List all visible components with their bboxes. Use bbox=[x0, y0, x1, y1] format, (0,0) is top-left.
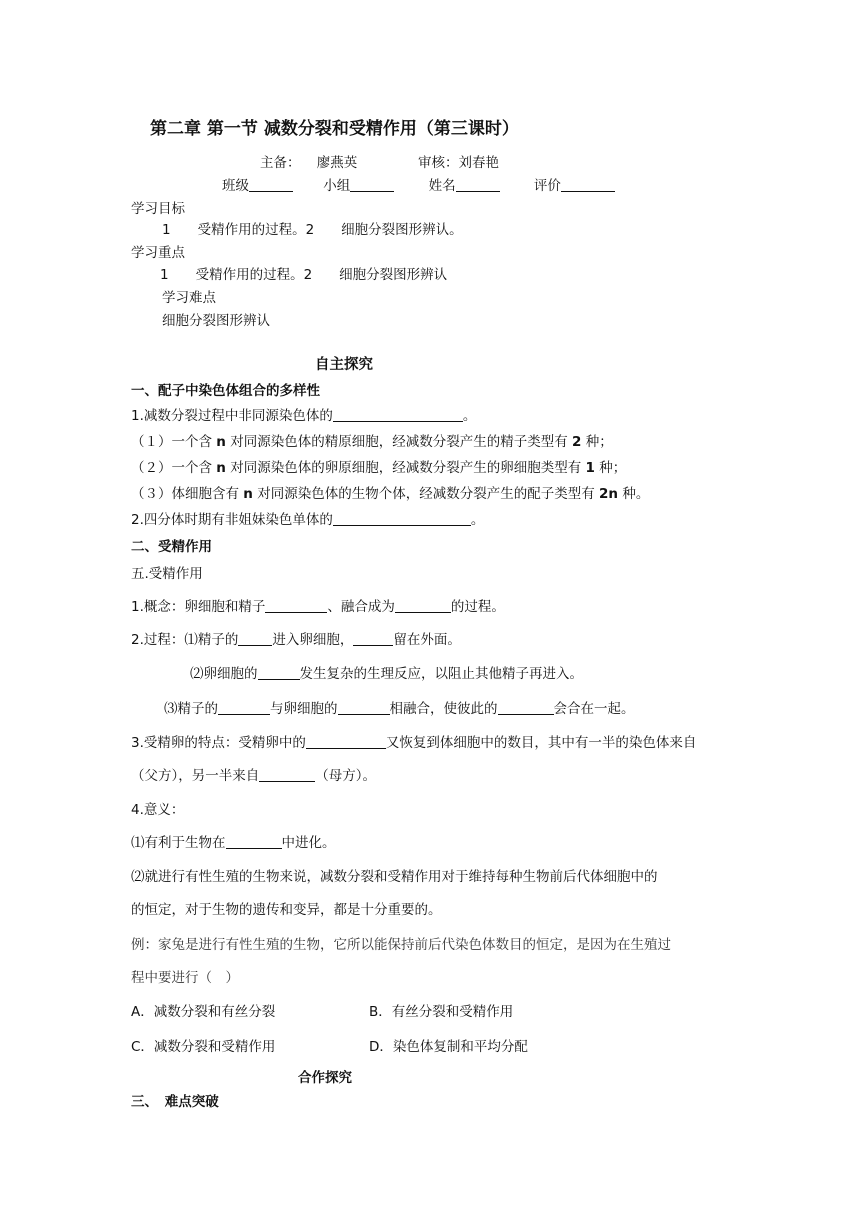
page-title: 第二章 第一节 减数分裂和受精作用（第三课时） bbox=[150, 119, 519, 139]
text: 。 bbox=[470, 512, 485, 528]
zygote-line2 bbox=[131, 766, 376, 786]
difficult-item: 细胞分裂图形辨认 bbox=[162, 313, 270, 329]
blank-field[interactable] bbox=[265, 598, 327, 613]
text: 进入卵细胞， bbox=[272, 632, 354, 648]
text: 1.减数分裂过程中非同源染色体的 bbox=[131, 408, 333, 424]
text: 、融合成为 bbox=[327, 599, 395, 615]
text: 种； bbox=[594, 460, 627, 476]
text: 3.受精卵的特点：受精卵中的 bbox=[131, 735, 306, 751]
part1-line1 bbox=[131, 406, 476, 426]
chief-editor: 廖燕英 bbox=[316, 155, 358, 171]
blank-field[interactable] bbox=[258, 665, 300, 680]
text: 对同源染色体的精原细胞，经减数分裂产生的精子类型有 bbox=[225, 434, 573, 450]
group-blank[interactable] bbox=[350, 177, 394, 192]
text: 2.四分体时期有非姐妹染色单体的 bbox=[131, 512, 333, 528]
meaning-heading: 4.意义： bbox=[131, 802, 185, 818]
blank-field[interactable] bbox=[333, 407, 463, 422]
example-question-line1: 例：家兔是进行有性生殖的生物，它所以能保持前后代染色体数目的恒定，是因为在生殖过 bbox=[131, 937, 671, 953]
example-question-line2: 程中要进行（ ） bbox=[131, 970, 239, 986]
process-line1 bbox=[131, 630, 461, 650]
blank-field[interactable] bbox=[395, 598, 451, 613]
text: ⑶精子的 bbox=[164, 701, 218, 717]
chief-label: 主备： bbox=[260, 155, 301, 171]
text: 与卵细胞的 bbox=[270, 701, 338, 717]
key-item: 1 受精作用的过程。2 细胞分裂图形辨认 bbox=[160, 267, 448, 283]
zygote-line1 bbox=[131, 733, 696, 753]
blank-field[interactable] bbox=[226, 834, 282, 849]
text: （母方）。 bbox=[315, 768, 376, 784]
text: 又恢复到体细胞中的数目，其中有一半的染色体来自 bbox=[385, 735, 697, 751]
eval-label: 评价 bbox=[533, 178, 561, 194]
info-line bbox=[222, 176, 615, 196]
part2-heading: 二、受精作用 bbox=[131, 539, 212, 555]
text: 中进化。 bbox=[281, 835, 336, 851]
blank-field[interactable] bbox=[238, 631, 272, 646]
goals-item: 1 受精作用的过程。2 细胞分裂图形辨认。 bbox=[162, 222, 463, 238]
text: 发生复杂的生理反应，以阻止其他精子再进入。 bbox=[299, 666, 583, 682]
text: ⑵卵细胞的 bbox=[190, 666, 258, 682]
blank-field[interactable] bbox=[353, 631, 393, 646]
text: 1.概念：卵细胞和精子 bbox=[131, 599, 266, 615]
self-explore-heading: 自主探究 bbox=[315, 357, 373, 373]
chief-editor-line bbox=[260, 153, 357, 173]
bold-n: n bbox=[243, 486, 253, 502]
goals-heading: 学习目标 bbox=[131, 201, 185, 217]
part2-subheading: 五.受精作用 bbox=[131, 566, 203, 582]
blank-field[interactable] bbox=[338, 700, 390, 715]
text: （父方），另一半来自 bbox=[131, 768, 260, 784]
text: ⑴有利于生物在 bbox=[131, 835, 226, 851]
blank-field[interactable] bbox=[333, 511, 471, 526]
part1-heading: 一、配子中染色体组合的多样性 bbox=[131, 383, 320, 399]
text: （３）体细胞含有 bbox=[131, 486, 244, 502]
process-line2 bbox=[190, 664, 583, 684]
text: 留在外面。 bbox=[393, 632, 461, 648]
class-label: 班级 bbox=[222, 178, 249, 194]
blank-field[interactable] bbox=[306, 734, 386, 749]
text: 相融合，使彼此的 bbox=[389, 701, 498, 717]
part3-heading: 三、 难点突破 bbox=[131, 1094, 219, 1110]
text: 种； bbox=[581, 434, 613, 450]
bold-count: 2n bbox=[599, 486, 619, 502]
meaning-line1 bbox=[131, 833, 336, 853]
text: 对同源染色体的生物个体，经减数分裂产生的配子类型有 bbox=[252, 486, 600, 502]
text: （２）一个含 bbox=[131, 460, 217, 476]
part1-line5 bbox=[131, 510, 484, 530]
coop-heading: 合作探究 bbox=[298, 1070, 352, 1086]
text: 。 bbox=[462, 408, 477, 424]
key-heading: 学习重点 bbox=[131, 245, 185, 261]
name-blank[interactable] bbox=[456, 177, 500, 192]
difficult-heading: 学习难点 bbox=[162, 290, 216, 306]
blank-field[interactable] bbox=[498, 700, 554, 715]
concept-line bbox=[131, 597, 505, 617]
option-b[interactable]: B．有丝分裂和受精作用 bbox=[369, 1004, 514, 1020]
group-label: 小组 bbox=[323, 178, 351, 194]
bold-count: 2 bbox=[572, 434, 582, 450]
option-d[interactable]: D．染色体复制和平均分配 bbox=[369, 1039, 528, 1055]
meaning-line2: ⑵就进行有性生殖的生物来说，减数分裂和受精作用对于维持每种生物前后代体细胞中的 bbox=[131, 869, 658, 885]
part1-line4 bbox=[131, 484, 649, 504]
option-a[interactable]: A．减数分裂和有丝分裂 bbox=[131, 1004, 276, 1020]
part1-line2 bbox=[131, 432, 613, 452]
option-c[interactable]: C．减数分裂和受精作用 bbox=[131, 1039, 276, 1055]
reviewer: 审核：刘春艳 bbox=[418, 155, 499, 171]
text: 种。 bbox=[618, 486, 650, 502]
meaning-line3: 的恒定，对于生物的遗传和变异，都是十分重要的。 bbox=[131, 902, 442, 918]
class-blank[interactable] bbox=[249, 177, 293, 192]
process-line3 bbox=[164, 699, 635, 719]
text: 会合在一起。 bbox=[553, 701, 635, 717]
blank-field[interactable] bbox=[218, 700, 270, 715]
bold-n: n bbox=[216, 434, 226, 450]
blank-field[interactable] bbox=[259, 767, 315, 782]
name-label: 姓名 bbox=[428, 178, 456, 194]
part1-line3 bbox=[131, 458, 626, 478]
bold-count: 1 bbox=[585, 460, 595, 476]
text: （１）一个含 bbox=[131, 434, 217, 450]
bold-n: n bbox=[216, 460, 226, 476]
text: 2.过程：⑴精子的 bbox=[131, 632, 239, 648]
text: 的过程。 bbox=[450, 599, 505, 615]
eval-blank[interactable] bbox=[561, 177, 615, 192]
text: 对同源染色体的卵原细胞，经减数分裂产生的卵细胞类型有 bbox=[225, 460, 586, 476]
